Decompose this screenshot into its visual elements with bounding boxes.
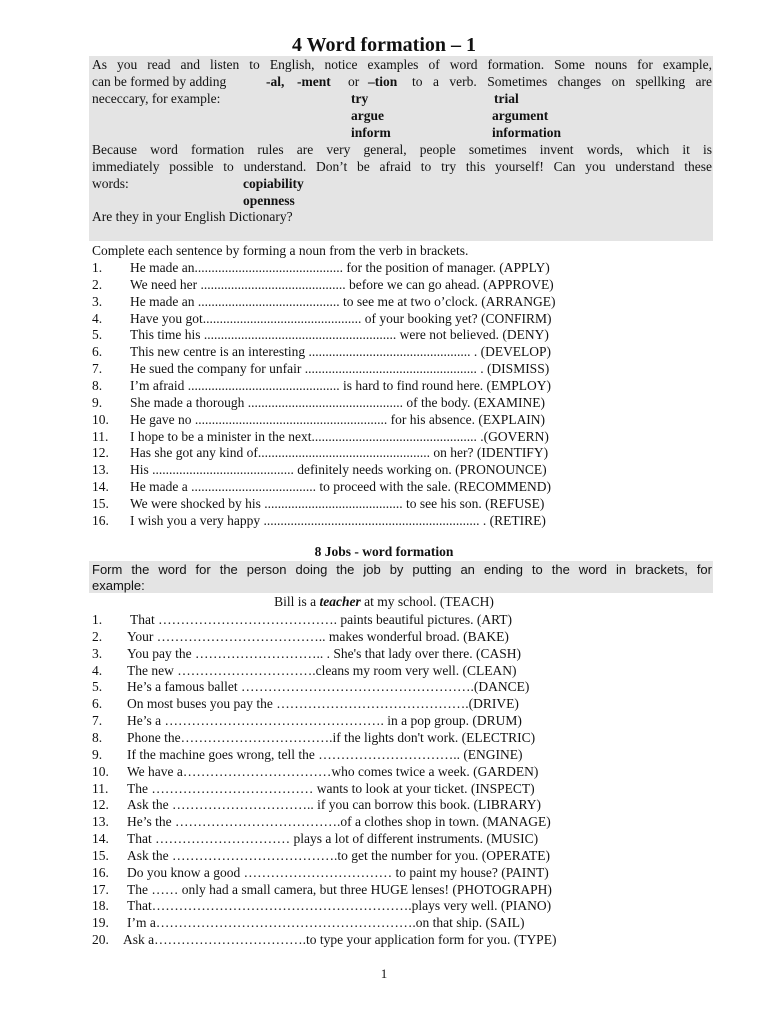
section2-item-text: The new ………………………….cleans my room very well. (CLEAN) — [127, 662, 517, 678]
section2-item-number: 4. — [92, 662, 103, 678]
section1-item-number: 12. — [92, 445, 109, 461]
section2-item-number: 3. — [92, 645, 103, 661]
section2-item-text: You pay the ……………………….. . She's that lady over there. (CASH) — [127, 645, 522, 661]
section1-item-number: 7. — [92, 361, 103, 377]
intro-line-2-b: to a verb. Sometimes changes on spellking are — [412, 74, 712, 89]
section2-item-text: He’s the ……………………………….of a clothes shop in town. (MANAGE) — [127, 814, 551, 830]
section1-item-text: She made a thorough .............................................. of the body. (EXAMINE) — [130, 394, 545, 410]
section2-title: 8 Jobs - word formation — [314, 544, 454, 559]
section2-item-number: 5. — [92, 679, 103, 695]
section1-item-number: 11. — [92, 428, 109, 444]
section2-item-text: That………………………………………………….plays very well. (PIANO) — [127, 898, 552, 914]
example-noun-1: trial — [494, 91, 519, 106]
section2-item-text: The ……………………………… wants to look at your ticket. (INSPECT) — [127, 780, 535, 796]
section1-instruction: Complete each sentence by forming a noun from the verb in brackets. — [92, 243, 469, 258]
intro-line-1: As you read and listen to English, notice examples of word formation. Some nouns for example, — [92, 57, 712, 72]
section2-item-text: Ask a…………………………….to type your application form for you. (TYPE) — [123, 932, 557, 948]
section1-item-text: We were shocked by his ......................................... to see his son. (REFUSE) — [130, 495, 545, 511]
section1-item-text: I hope to be a minister in the next................................................. .(GOVERN) — [130, 428, 549, 444]
section1-item-number: 15. — [92, 495, 109, 511]
section1-item-text: He gave no ......................................................... for his absence. (EXPLAIN) — [130, 411, 546, 427]
section2-item-number: 12. — [92, 797, 109, 813]
section1-item-number: 6. — [92, 344, 103, 360]
section1-item-text: This new centre is an interesting ................................................ . (DEVELOP) — [130, 344, 552, 360]
section1-item-number: 2. — [92, 276, 103, 292]
intro-p2-line-3: words: — [92, 176, 129, 191]
section1-item-number: 5. — [92, 327, 103, 343]
invented-word-2: openness — [243, 193, 295, 208]
section2-item-number: 6. — [92, 696, 103, 712]
suffix-al: -al, — [266, 74, 285, 89]
section1-item-text: He made a ..................................... to proceed with the sale. (RECOMMEND) — [130, 479, 552, 495]
section2-item-text: Phone the…………………………….if the lights don't work. (ELECTRIC) — [127, 729, 536, 745]
section2-item-number: 11. — [92, 780, 109, 796]
section1-item-number: 3. — [92, 293, 103, 309]
example-verb-3: inform — [351, 125, 391, 140]
suffix-tion: –tion — [368, 74, 398, 89]
section2-item-text: He’s a famous ballet …………………………………………….(DANCE) — [127, 679, 530, 695]
section1-item-number: 1. — [92, 260, 103, 275]
invented-word-1: copiability — [243, 176, 304, 191]
section2-item-text: He’s a …………………………………………. in a pop group. (DRUM) — [127, 713, 522, 729]
section2-item-number: 9. — [92, 746, 103, 762]
section1-item-number: 13. — [92, 462, 109, 478]
section2-item-number: 13. — [92, 814, 109, 830]
intro-p2-line-1: Because word formation rules are very general, people sometimes invent words, which it is — [92, 142, 712, 157]
intro-p2-line-2: immediately possible to understand. Don’t be afraid to try this yourself! Can you understand these — [92, 159, 712, 174]
section2-item-text: Ask the ……………………………….to get the number for you. (OPERATE) — [127, 847, 550, 863]
example-verb-2: argue — [351, 108, 384, 123]
section1-item-text: Has she got any kind of................................................... on her? (IDENTIFY) — [130, 445, 549, 461]
section2-item-number: 16. — [92, 864, 109, 880]
section2-item-text: The …… only had a small camera, but three HUGE lenses! (PHOTOGRAPH) — [127, 881, 552, 897]
section2-item-text: That …………………………………. paints beautiful pictures. (ART) — [130, 612, 513, 627]
section2-item-number: 18. — [92, 898, 109, 914]
section2-item-number: 17. — [92, 881, 109, 897]
section2-item-number: 2. — [92, 628, 103, 644]
section2-item-text: On most buses you pay the …………………………………….(DRIVE) — [127, 696, 519, 712]
section2-instruction-line-1: Form the word for the person doing the job by putting an ending to the word in brackets, for — [92, 562, 712, 577]
section1-item-number: 9. — [92, 394, 103, 410]
section1-item-text: He made an .......................................... to see me at two o’clock. (ARRANGE) — [130, 293, 556, 309]
example-post: at my school. (TEACH) — [364, 594, 494, 609]
example-noun-3: information — [492, 125, 561, 140]
section2-item-text: If the machine goes wrong, tell the ………………………….. (ENGINE) — [127, 746, 523, 762]
section2-item-number: 8. — [92, 729, 103, 745]
section2-item-number: 7. — [92, 713, 103, 729]
section2-item-number: 10. — [92, 763, 109, 779]
section2-item-number: 15. — [92, 847, 109, 863]
section1-item-number: 14. — [92, 479, 109, 495]
section2-item-text: I’m a………………………………………………….on that ship. (SAIL) — [127, 915, 525, 931]
section2-item-text: That ………………………… plays a lot of different instruments. (MUSIC) — [127, 831, 539, 847]
section1-item-text: Have you got............................................... of your booking yet? (CONFIRM) — [130, 310, 552, 326]
section1-item-text: His .......................................... definitely needs working on. (PRONOUNCE) — [130, 462, 547, 478]
section2-item-number: 14. — [92, 831, 109, 847]
section1-item-text: I wish you a very happy ................................................................ . (RETIRE) — [130, 512, 546, 528]
section1-item-text: He made an............................................ for the position of manager. (APPLY) — [130, 260, 550, 275]
section1-item-text: This time his ......................................................... were not believed. (DENY) — [130, 327, 549, 343]
section1-item-number: 8. — [92, 377, 103, 393]
section1-item-text: He sued the company for unfair ................................................... . (DISMISS) — [130, 361, 550, 377]
section1-item-text: I’m afraid ............................................. is hard to find round here. (EMPLOY) — [130, 377, 552, 393]
section2-item-text: Do you know a good …………………………… to paint my house? (PAINT) — [127, 864, 549, 880]
section1-item-number: 10. — [92, 411, 109, 427]
section2-item-number: 20. — [92, 932, 109, 948]
example-word: teacher — [319, 594, 361, 609]
example-noun-2: argument — [492, 108, 549, 123]
section2-item-number: 19. — [92, 915, 109, 931]
suffix-ment: -ment — [297, 74, 331, 89]
section1-item-number: 4. — [92, 310, 103, 326]
page-title: 4 Word formation – 1 — [291, 34, 477, 56]
intro-p3: Are they in your English Dictionary? — [92, 209, 293, 224]
section1-item-number: 16. — [92, 512, 109, 528]
section2-item-text: Ask the ………………………….. if you can borrow this book. (LIBRARY) — [127, 797, 541, 813]
example-verb-1: try — [351, 91, 369, 106]
section2-instruction-line-2: example: — [92, 578, 145, 593]
section1-item-text: We need her ........................................... before we can go ahead. (APPROVE) — [130, 276, 554, 292]
page-number: 1 — [380, 966, 388, 981]
suffix-or: or — [348, 74, 360, 89]
section2-item-text: We have a……………………………who comes twice a week. (GARDEN) — [127, 763, 539, 779]
section2-item-number: 1. — [92, 612, 103, 627]
intro-line-2-a: can be formed by adding — [92, 74, 227, 89]
section2-item-text: Your ……………………………….. makes wonderful broad. (BAKE) — [127, 628, 509, 644]
section2-example — [0, 594, 768, 610]
intro-line-3: nececcary, for example: — [92, 91, 221, 106]
example-pre: Bill is a — [274, 594, 317, 609]
